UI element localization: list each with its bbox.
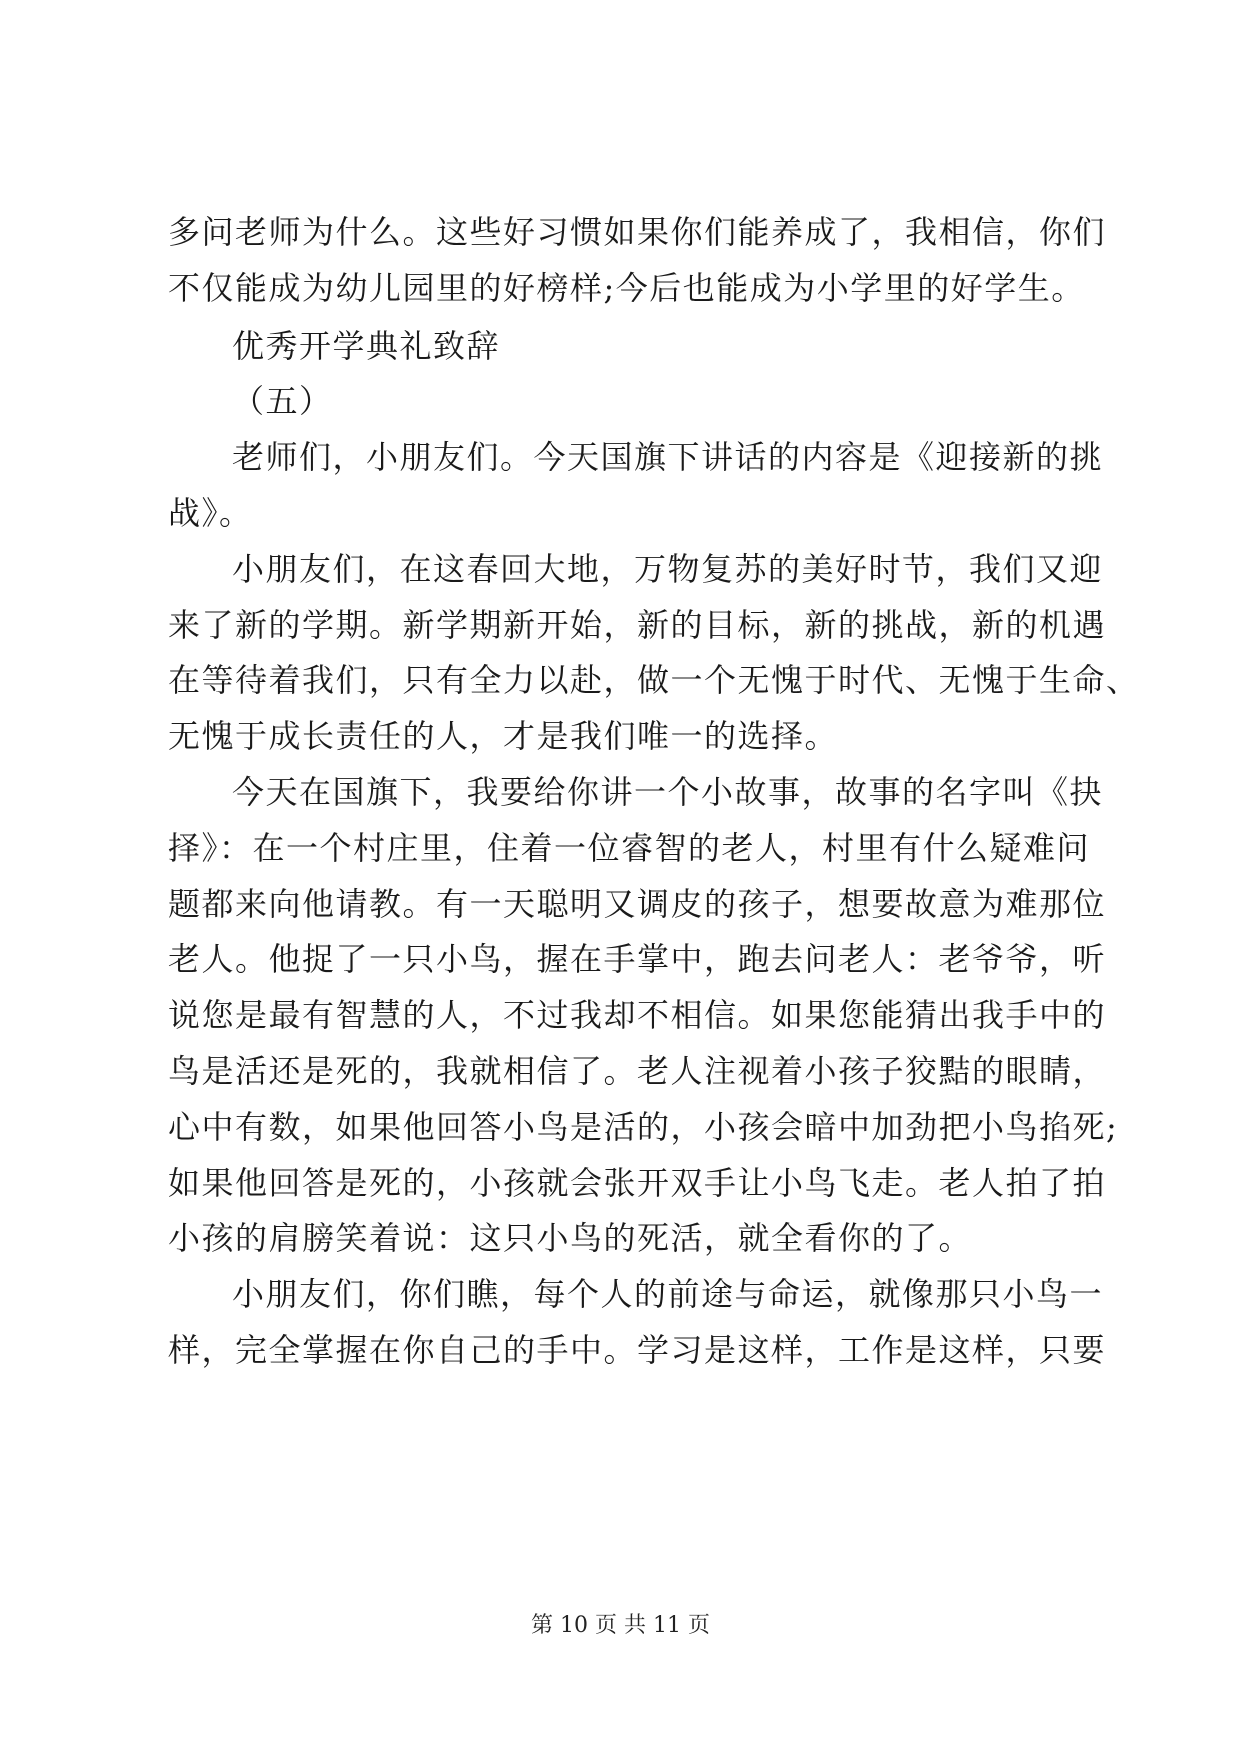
text-line: 老师们，小朋友们。今天国旗下讲话的内容是《迎接新的挑 xyxy=(232,438,1104,476)
text-line: 今天在国旗下，我要给你讲一个小故事，故事的名字叫《抉 xyxy=(232,773,1104,811)
text-line: 样，完全掌握在你自己的手中。学习是这样，工作是这样，只要 xyxy=(168,1331,1107,1369)
section-title: 优秀开学典礼致辞 xyxy=(232,327,501,365)
section-number: （五） xyxy=(232,382,333,420)
text-line: 战》。 xyxy=(168,494,253,532)
text-line: 在等待着我们，只有全力以赴，做一个无愧于时代、无愧于生命、 xyxy=(168,661,1140,699)
text-line: 老人。他捉了一只小鸟，握在手掌中，跑去问老人：老爷爷，听 xyxy=(168,940,1107,978)
text-line: 择》：在一个村庄里，住着一位睿智的老人，村里有什么疑难问 xyxy=(168,829,1091,867)
text-line: 多问老师为什么。这些好习惯如果你们能养成了，我相信，你们 xyxy=(168,213,1107,251)
text-line: 来了新的学期。新学期新开始，新的目标，新的挑战，新的机遇 xyxy=(168,606,1107,644)
text-line: 小孩的肩膀笑着说：这只小鸟的死活，就全看你的了。 xyxy=(168,1219,973,1257)
text-line: 心中有数，如果他回答小鸟是活的，小孩会暗中加劲把小鸟掐死; xyxy=(168,1108,1119,1146)
text-line: 鸟是活还是死的，我就相信了。老人注视着小孩子狡黠的眼睛， xyxy=(168,1052,1107,1090)
text-line: 无愧于成长责任的人，才是我们唯一的选择。 xyxy=(168,717,839,755)
text-line: 小朋友们，在这春回大地，万物复苏的美好时节，我们又迎 xyxy=(232,550,1104,588)
page-number-footer: 第 10 页 共 11 页 xyxy=(531,1613,710,1638)
text-line: 说您是最有智慧的人，不过我却不相信。如果您能猜出我手中的 xyxy=(168,996,1107,1034)
text-line: 不仅能成为幼儿园里的好榜样;今后也能成为小学里的好学生。 xyxy=(168,269,1085,307)
text-line: 如果他回答是死的，小孩就会张开双手让小鸟飞走。老人拍了拍 xyxy=(168,1164,1107,1202)
text-line: 题都来向他请教。有一天聪明又调皮的孩子，想要故意为难那位 xyxy=(168,885,1107,923)
text-line: 小朋友们，你们瞧，每个人的前途与命运，就像那只小鸟一 xyxy=(232,1275,1104,1313)
